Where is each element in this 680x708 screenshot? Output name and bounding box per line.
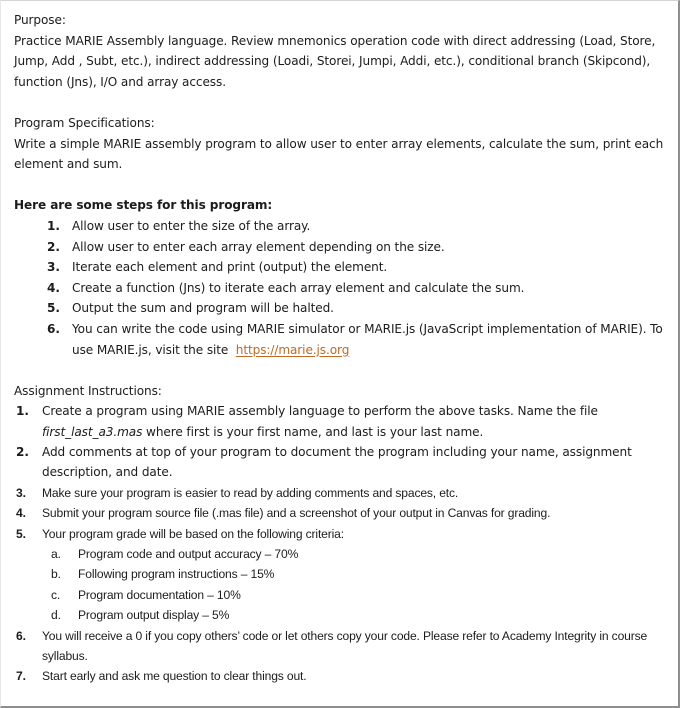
instruction-item-2 (14, 442, 664, 483)
instruction-item-3 (14, 483, 664, 503)
step-item (14, 257, 664, 278)
link-spacer (228, 343, 236, 357)
step-item (14, 216, 664, 237)
step-item-text: Allow user to enter the size of the array. (72, 218, 311, 233)
assignment-instructions-heading: Assignment Instructions: (14, 383, 162, 398)
criteria-text: Program code and output accuracy – 70% (78, 546, 299, 561)
spacer-after-steps (14, 360, 664, 381)
instruction-item-5 (14, 524, 664, 626)
program-specifications-heading: Program Specifications: (14, 115, 155, 130)
steps-list (14, 216, 664, 360)
criteria-item (42, 544, 664, 564)
instruction-item-4 (14, 503, 664, 523)
step-item (14, 237, 664, 258)
marie-js-link[interactable]: https://marie.js.org (235, 342, 350, 357)
instruction-item-7 (14, 666, 664, 686)
criteria-item (42, 564, 664, 584)
purpose-heading: Purpose: (14, 13, 66, 27)
assignment-instructions-list (14, 401, 664, 687)
program-specifications-body: Write a simple MARIE assembly program to allow user to enter array elements, calculate the sum, print each element and sum. (14, 136, 664, 172)
step-item (14, 278, 664, 299)
instruction-text-part2: where first is your first name, and last is your last name. (146, 424, 484, 439)
step-item-text: Create a function (Jns) to iterate each array element and calculate the sum. (72, 280, 525, 295)
criteria-text: Program output display – 5% (78, 608, 230, 623)
instruction-text: Your program grade will be based on the following criteria: (42, 526, 344, 541)
step-item-text: Allow user to enter each array element depending on the size. (72, 239, 445, 254)
spacer-after-specifications (14, 175, 664, 196)
instruction-text: Submit your program source file (.mas file) and a screenshot of your output in Canvas for grading. (42, 506, 551, 521)
instruction-text: Add comments at top of your program to document the program including your name, assignment description, and date. (42, 444, 632, 480)
instruction-text: Make sure your program is easier to read by adding comments and spaces, etc. (42, 485, 459, 500)
step-item-text: Output the sum and program will be halted. (72, 301, 334, 316)
instruction-text-part1: Create a program using MARIE assembly language to perform the above tasks. Name the file (42, 404, 598, 419)
upper-content-block (14, 10, 664, 381)
grading-criteria-list (42, 544, 664, 626)
instruction-text: Start early and ask me question to clear things out. (42, 669, 307, 684)
step-item-text: You can write the code using MARIE simulator or MARIE.js (JavaScript implementation of MARIE). To use MARIE.js, visit the site (72, 321, 663, 357)
instruction-item-1 (14, 401, 664, 442)
step-item-with-link (14, 319, 664, 360)
criteria-item (42, 605, 664, 625)
lower-content-block (14, 381, 664, 687)
instruction-item-6 (14, 626, 664, 667)
instruction-text: You will receive a 0 if you copy others’ code or let others copy your code. Please refer to Academy Integrity in course syllabus. (42, 628, 648, 663)
purpose-body: Practice MARIE Assembly language. Review mnemonics operation code with direct addressing (Load, Store, Jump, Add , Subt, etc.), indirect addressing (Loadi, Storei, Jumpi, Addi, etc.), conditional branch (Skipcond), function (Jns), I/O and array access. (14, 33, 656, 89)
criteria-text: Following program instructions – 15% (78, 567, 275, 582)
assignment-filename: first_last_a3.mas (42, 424, 143, 439)
criteria-item (42, 585, 664, 605)
steps-heading: Here are some steps for this program: (14, 198, 273, 213)
step-item (14, 298, 664, 319)
spacer-after-purpose (14, 92, 664, 113)
criteria-text: Program documentation – 10% (78, 587, 241, 602)
step-item-text: Iterate each element and print (output) the element. (72, 260, 388, 275)
